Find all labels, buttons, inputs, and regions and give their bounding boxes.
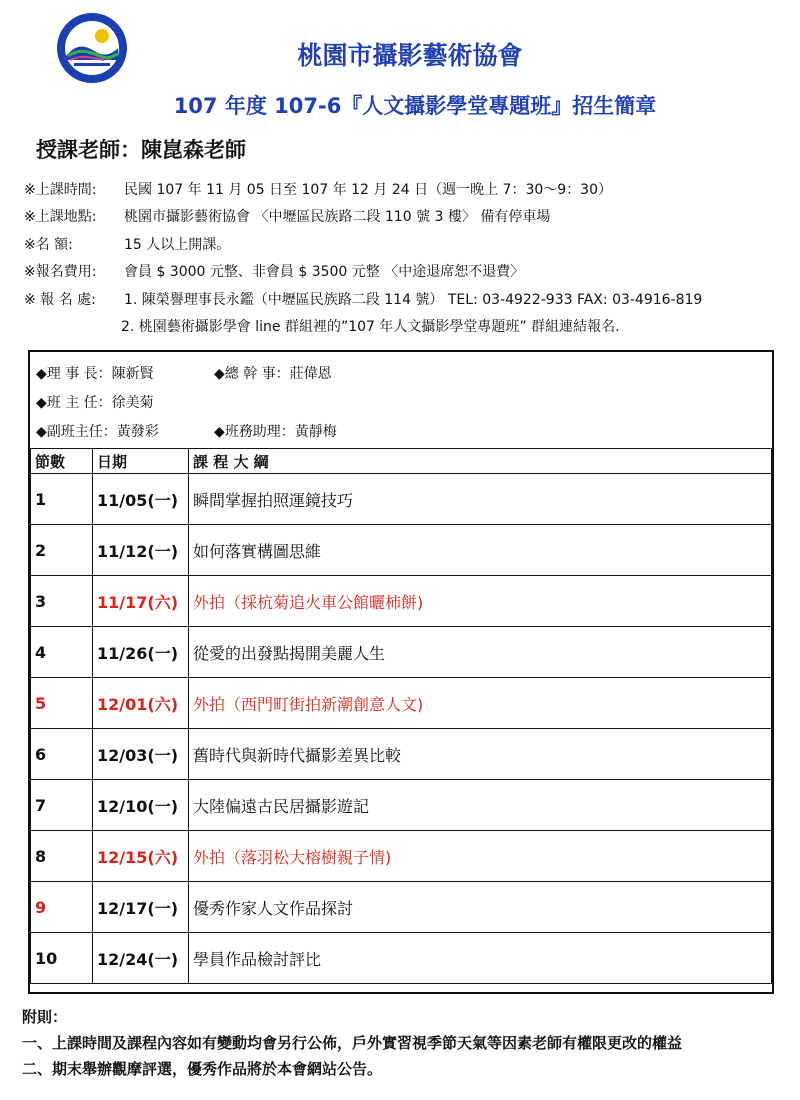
session-topic: 外拍（採杭菊追火車公館曬柿餅) (189, 576, 772, 627)
session-number: 7 (31, 780, 93, 831)
session-number: 3 (31, 576, 93, 627)
staff-list (30, 352, 772, 448)
info-value: 民國 107 年 11 月 05 日至 107 年 12 月 24 日（週一晚上 7：30～9：30） (124, 181, 612, 198)
table-row (31, 576, 772, 627)
session-topic: 優秀作家人文作品探討 (189, 882, 772, 933)
session-date: 12/17(一) (93, 882, 189, 933)
info-registration-line (24, 313, 784, 341)
table-row (31, 831, 772, 882)
notes-title: 附則： (22, 1008, 68, 1026)
session-number: 4 (31, 627, 93, 678)
course-table (28, 350, 774, 994)
session-topic: 外拍（西門町街拍新潮創意人文) (189, 678, 772, 729)
table-row (31, 729, 772, 780)
info-value: 2. 桃園藝術攝影學會 line 群組裡的”107 年人文攝影學堂專題班” 群組連結報名. (121, 319, 620, 336)
info-label: ※上課地點: (24, 209, 97, 226)
session-number: 5 (31, 678, 93, 729)
session-topic: 從愛的出發點揭開美麗人生 (189, 627, 772, 678)
info-label: ※上課時間: (24, 181, 97, 198)
schedule-header-row (31, 449, 772, 474)
staff-chair: ◆理 事 長：陳新賢 (36, 365, 154, 382)
session-date: 11/17(六) (93, 576, 189, 627)
session-topic: 學員作品檢討評比 (189, 933, 772, 984)
schedule-table (30, 448, 772, 984)
session-number: 6 (31, 729, 93, 780)
staff-row (36, 416, 772, 445)
session-date: 11/12(一) (93, 525, 189, 576)
info-registration (24, 285, 784, 313)
session-topic: 大陸偏遠古民居攝影遊記 (189, 780, 772, 831)
info-label: ※報名費用: (24, 264, 97, 281)
staff-secretary: ◆總 幹 事：莊偉恩 (214, 365, 332, 382)
header-date: 日期 (93, 449, 189, 474)
info-location (24, 203, 784, 231)
info-value: 桃園市攝影藝術協會 〈中壢區民族路二段 110 號 3 樓〉 備有停車場 (124, 209, 551, 226)
session-date: 11/26(一) (93, 627, 189, 678)
table-row (31, 678, 772, 729)
table-row (31, 627, 772, 678)
organization-title: 桃園市攝影藝術協會 (297, 41, 523, 70)
info-value: 會員 $ 3000 元整、非會員 $ 3500 元整 〈中途退席恕不退費〉 (124, 264, 525, 281)
staff-head: ◆班 主 任：徐美菊 (36, 394, 154, 411)
session-topic: 瞬間掌握拍照運鏡技巧 (189, 474, 772, 525)
info-class-time (24, 175, 784, 203)
notes-section (22, 1006, 792, 1084)
document-title: 107 年度 107-6『人文攝影學堂專題班』招生簡章 (173, 94, 657, 118)
session-topic: 如何落實構圖思維 (189, 525, 772, 576)
session-date: 12/24(一) (93, 933, 189, 984)
info-fee (24, 258, 784, 286)
session-number: 10 (31, 933, 93, 984)
table-row (31, 882, 772, 933)
course-info (24, 175, 784, 340)
info-value: 1. 陳榮譽理事長永鑑（中壢區民族路二段 114 號） TEL: 03-4922-933 FAX: 03-4916-819 (124, 291, 703, 308)
info-label: ※名 額: (24, 236, 73, 253)
teacher-heading: 授課老師：陳崑森老師 (36, 138, 246, 162)
session-date: 12/01(六) (93, 678, 189, 729)
staff-assistant: ◆班務助理：黃靜梅 (214, 423, 337, 440)
staff-row (36, 387, 772, 416)
session-date: 12/03(一) (93, 729, 189, 780)
session-date: 12/15(六) (93, 831, 189, 882)
table-row (31, 933, 772, 984)
table-row (31, 474, 772, 525)
note-item: 一、上課時間及課程內容如有變動均會另行公佈，戶外實習視季節天氣等因素老師有權限更改的權益 (22, 1034, 683, 1052)
session-number: 1 (31, 474, 93, 525)
table-row (31, 525, 772, 576)
staff-row (36, 358, 772, 387)
header-session: 節數 (31, 449, 93, 474)
session-date: 12/10(一) (93, 780, 189, 831)
session-number: 2 (31, 525, 93, 576)
note-item: 二、期末舉辦觀摩評選，優秀作品將於本會網站公告。 (22, 1060, 383, 1078)
session-topic: 外拍（落羽松大榕樹親子情) (189, 831, 772, 882)
info-label: ※ 報 名 處: (24, 291, 96, 308)
session-date: 11/05(一) (93, 474, 189, 525)
session-number: 8 (31, 831, 93, 882)
header-outline: 課 程 大 綱 (189, 449, 772, 474)
info-quota (24, 230, 784, 258)
info-value: 15 人以上開課。 (124, 236, 231, 253)
session-topic: 舊時代與新時代攝影差異比較 (189, 729, 772, 780)
table-row (31, 780, 772, 831)
session-number: 9 (31, 882, 93, 933)
staff-vice-head: ◆副班主任：黃發彩 (36, 423, 159, 440)
